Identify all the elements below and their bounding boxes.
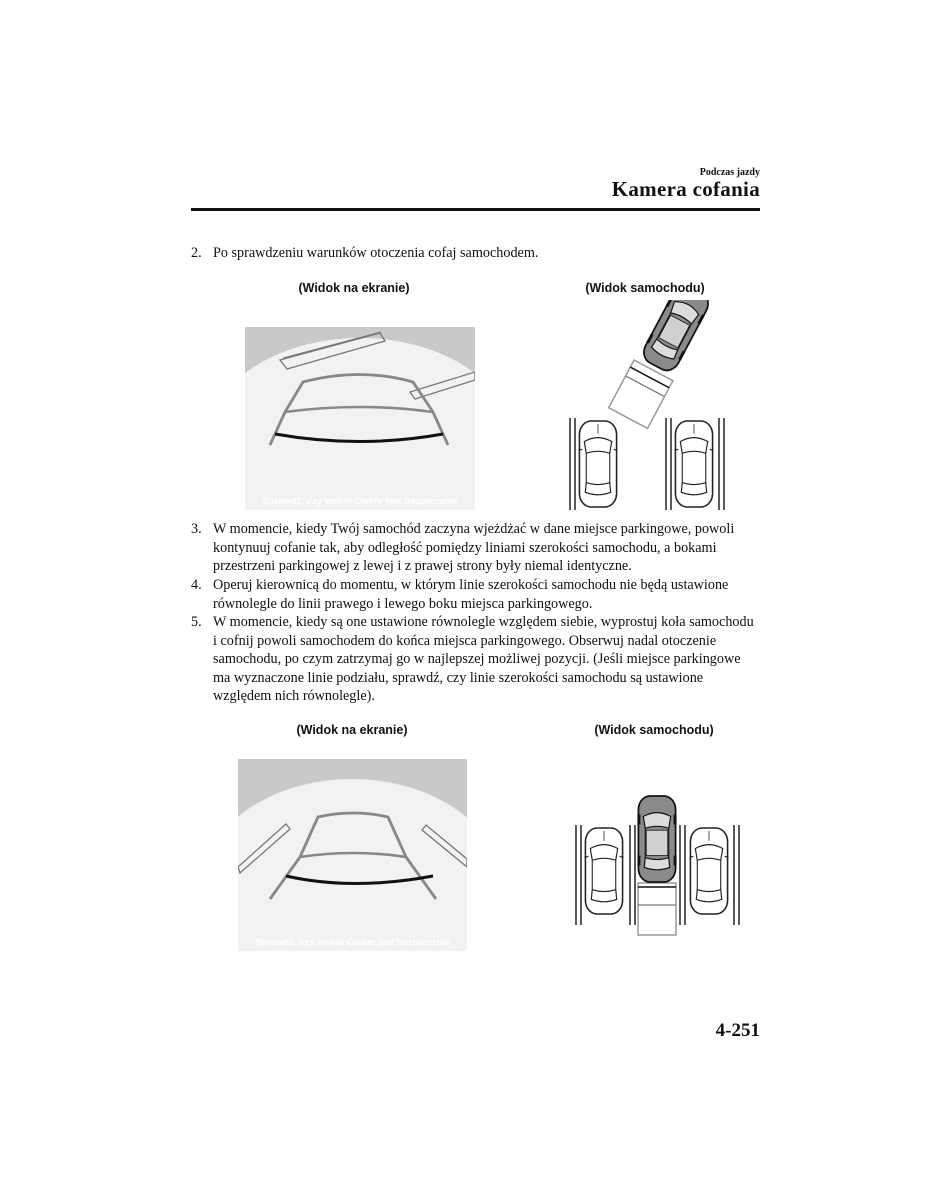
list-item-step-3 xyxy=(191,520,761,576)
step-number: 5. xyxy=(191,614,202,630)
step-text: Po sprawdzeniu warunków otoczenia cofaj samochodem. xyxy=(213,245,539,261)
parked-car-right xyxy=(689,828,728,914)
parking-diagram xyxy=(572,795,747,940)
step-text: W momencie, kiedy są one ustawione równolegle względem siebie, wyprostuj koła samochodu i cofnij powoli samochodem do końca miejsca parkingowego. Obserwuj nadal otoczenie samochodu, po czym zatrzymaj go w najlepszej możliwej pozycji. (Jeśli miejsce parkingowe ma wyznaczone linie podziału, sprawdź, czy linie szerokości samochodu są ustawione względem nich równolegle). xyxy=(213,614,754,705)
car-view-caption: (Widok samochodu) xyxy=(585,281,705,295)
parking-diagram xyxy=(560,300,740,512)
screen-view-caption: (Widok na ekranie) xyxy=(296,723,408,737)
parked-car-right xyxy=(674,421,713,507)
car-top-view xyxy=(560,300,740,512)
list-item-step-2 xyxy=(191,244,761,263)
safety-warning: Sprawdź, czy wokół Ciebie jest bezpiecznie xyxy=(262,496,458,507)
car-top-view xyxy=(572,795,747,940)
camera-view-graphic xyxy=(238,759,467,951)
page-title: Kamera cofania xyxy=(611,177,760,201)
section-header: Podczas jazdy xyxy=(699,167,760,178)
parked-car-left xyxy=(584,828,623,914)
step-text: Operuj kierownicą do momentu, w którym linie szerokości samochodu nie będą ustawione równolegle do linii prawego i lewego boku miejsca parkingowego. xyxy=(213,577,729,612)
page-number: 4-251 xyxy=(715,1020,760,1041)
camera-screen-view xyxy=(245,327,475,510)
car-view-caption: (Widok samochodu) xyxy=(594,723,714,737)
camera-screen-view xyxy=(238,759,467,951)
step-number: 2. xyxy=(191,245,202,261)
step-number: 3. xyxy=(191,521,202,537)
parked-car-left xyxy=(578,421,617,507)
safety-warning: Sprawdź, czy wokół Ciebie jest bezpiecznie xyxy=(254,937,451,948)
ego-car xyxy=(637,796,676,882)
list-item-step-5 xyxy=(191,613,761,706)
step-text: W momencie, kiedy Twój samochód zaczyna wjeżdżać w dane miejsce parkingowe, powoli kontynuuj cofanie tak, aby odległość pomiędzy liniami szerokości samochodu, a bokami przestrzeni parkingowej z lewej i z prawej strony były niemal identyczne. xyxy=(213,521,735,575)
ego-car xyxy=(639,300,714,375)
header-rule xyxy=(191,208,760,211)
step-number: 4. xyxy=(191,577,202,593)
list-item-step-4 xyxy=(191,576,761,613)
camera-view-graphic xyxy=(245,327,475,510)
screen-view-caption: (Widok na ekranie) xyxy=(298,281,410,295)
